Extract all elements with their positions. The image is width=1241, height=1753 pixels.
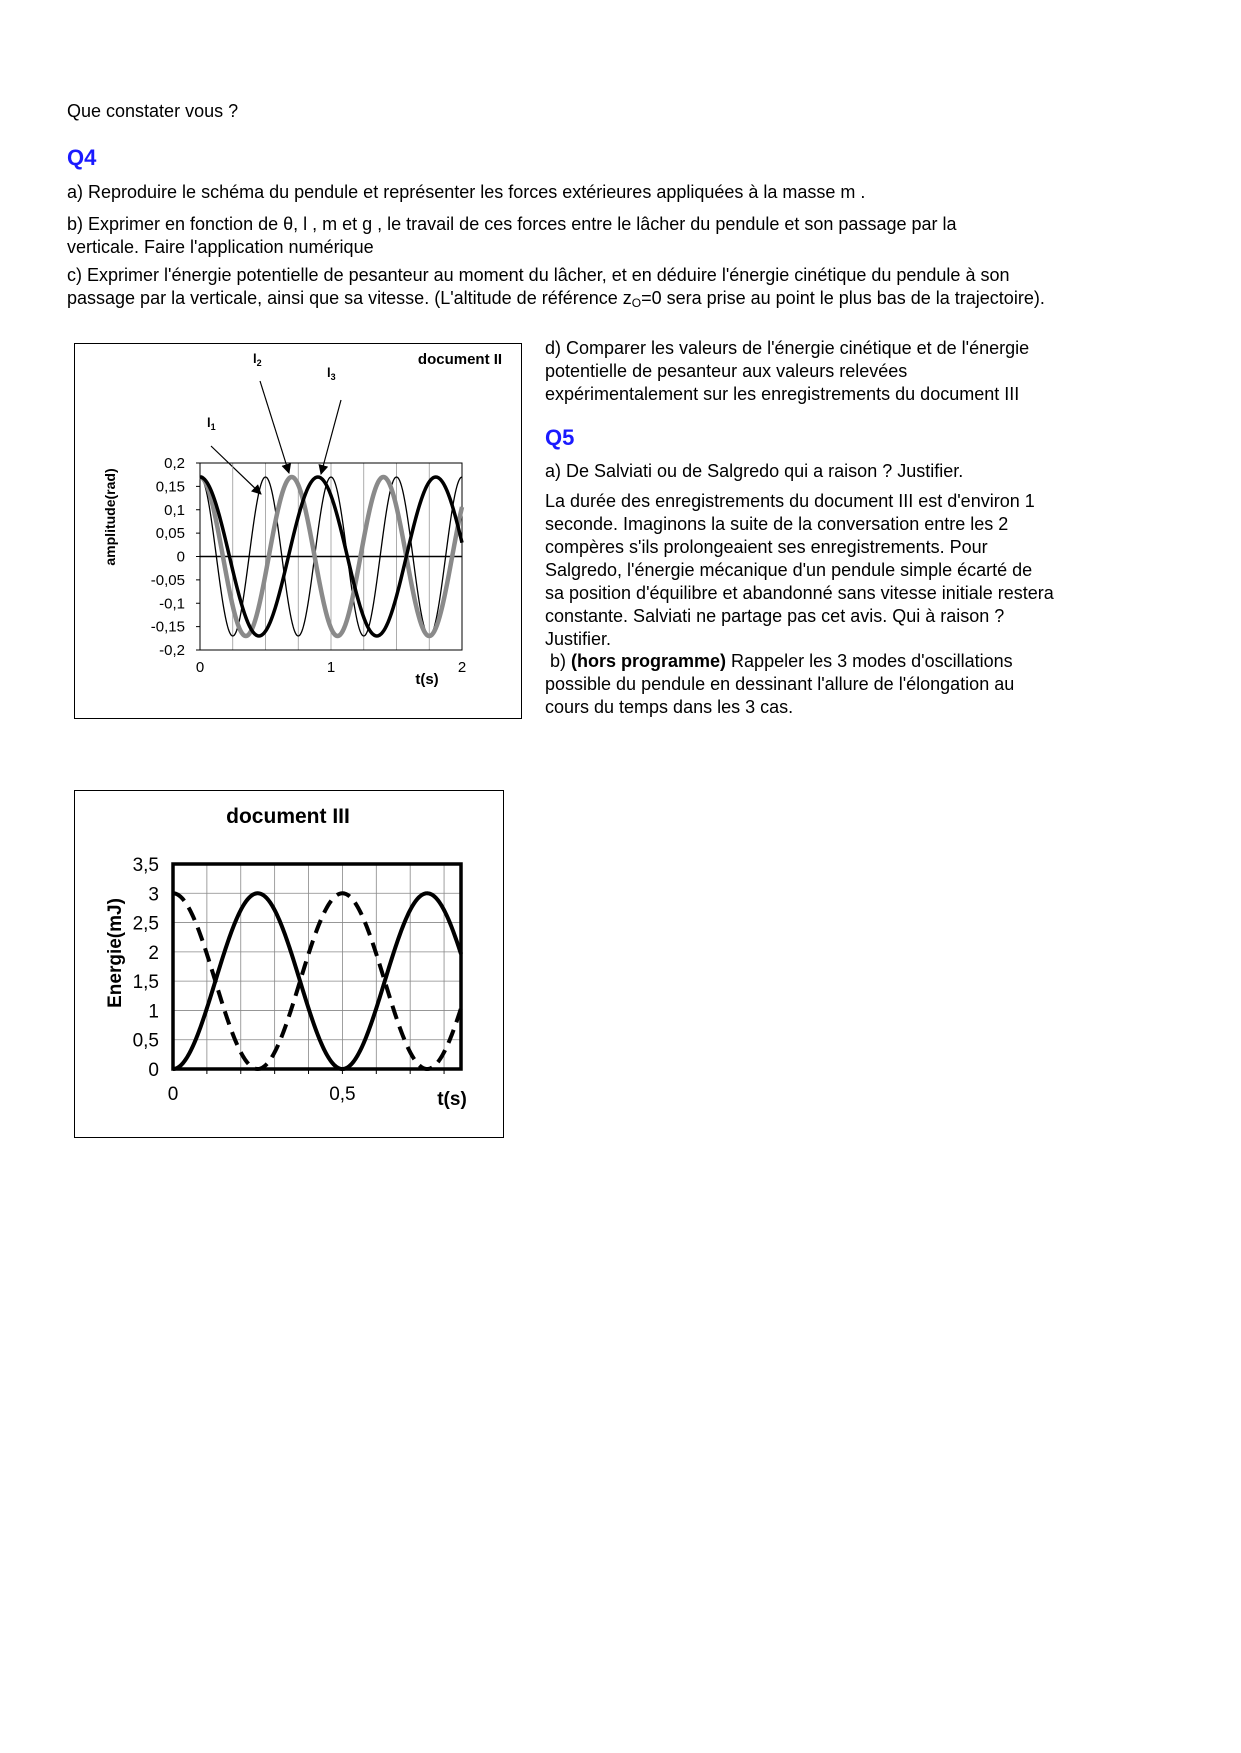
doc3-ytick-label: 3,5 bbox=[132, 855, 159, 876]
doc2-xtick-label: 0 bbox=[195, 659, 205, 676]
doc3-ytick-label: 0 bbox=[148, 1060, 159, 1081]
q4-a: a) Reproduire le schéma du pendule et représenter les forces extérieures appliquées à la masse m . bbox=[67, 182, 866, 202]
q4-b-part1: b) Exprimer en fonction de bbox=[67, 214, 284, 234]
document-ii-svg bbox=[75, 344, 521, 718]
q5-b-prefix: b) bbox=[545, 651, 572, 671]
doc3-xtick-label: 0,5 bbox=[329, 1084, 356, 1105]
q4-b-part2: , l , m et g , le travail de ces forces entre le lâcher du pendule et son passage par la verticale. Faire l'application numérique bbox=[67, 214, 957, 257]
z-subscript: O bbox=[631, 296, 642, 310]
doc3-ytick-label: 3 bbox=[148, 884, 159, 906]
doc3-ytick-label: 0,5 bbox=[132, 1030, 159, 1052]
doc2-xlabel: t(s) bbox=[415, 671, 439, 688]
label-l3: $l_3$ bbox=[327, 365, 336, 382]
q5-paragraph: La durée des enregistrements du document III est d'environ 1 seconde. Imaginons la suite de la conversation entre les 2 compères s'ils prolongeaient ses enregistrements. Pour Salgredo, l'énergie mécanique d'un pendule simple écarté de sa position d'équilibre et abandonné sans vitesse initiale restera constante. Salviati ne partage pas cet avis. Qui à raison ? Justifier. bbox=[545, 491, 1054, 649]
q5-b-text: Rappeler les 3 modes d'oscillations possible du pendule en dessinant l'allure de l'élongation au cours du temps dans les 3 cas. bbox=[545, 651, 1015, 717]
doc2-ytick-label: 0,05 bbox=[155, 525, 185, 543]
doc3-xtick-label: 0 bbox=[167, 1084, 179, 1105]
arrow-l2 bbox=[260, 381, 289, 473]
doc3-ytick-label: 2,5 bbox=[132, 913, 159, 935]
doc3-ytick-label: 2 bbox=[148, 942, 159, 964]
q5-a: a) De Salviati ou de Salgredo qui a raison ? Justifier. bbox=[545, 461, 964, 481]
doc2-ytick-label: 0 bbox=[176, 548, 185, 566]
doc3-ytick-label: 1 bbox=[148, 1001, 159, 1023]
q5-b-bold: (hors programme) bbox=[571, 651, 727, 671]
label-l2: $l_2$ bbox=[253, 351, 262, 368]
arrow-l1 bbox=[211, 446, 261, 494]
doc2-ytick-label: 0,1 bbox=[164, 501, 185, 519]
doc2-xtick-label: 2 bbox=[457, 659, 467, 676]
doc2-ytick-label: -0,2 bbox=[159, 642, 185, 659]
doc2-ytick-label: -0,05 bbox=[150, 571, 185, 589]
q4-d: d) Comparer les valeurs de l'énergie cinétique et de l'énergie potentielle de pesanteur aux valeurs relevées expérimentalement sur les enregistrements du document III bbox=[545, 338, 1030, 404]
doc2-ytick-label: 0,2 bbox=[164, 455, 185, 472]
doc2-ytick-label: 0,15 bbox=[155, 478, 185, 496]
document-iii-svg bbox=[75, 791, 503, 1137]
doc2-ytick-label: -0,1 bbox=[159, 595, 185, 613]
q4-b bbox=[67, 213, 1027, 259]
doc3-title: document III bbox=[226, 805, 350, 828]
label-l1: $l_1$ bbox=[207, 415, 216, 432]
doc3-ytick-label: 1,5 bbox=[132, 972, 159, 994]
document-ii-chart bbox=[74, 343, 522, 719]
doc3-ylabel: Energie(mJ) bbox=[105, 898, 126, 1008]
doc2-ylabel: amplitude(rad) bbox=[102, 468, 118, 566]
q5-b bbox=[545, 650, 1055, 719]
q4-c-part1: c) Exprimer l'énergie potentielle de pesanteur au moment du lâcher, et en déduire l'énergie cinétique du pendule à son passage par la verticale, ainsi que sa vitesse. (L'altitude de référence z bbox=[67, 265, 1010, 308]
q4-title: Q4 bbox=[67, 145, 97, 170]
q4-c bbox=[67, 264, 1067, 310]
document-iii-chart bbox=[74, 790, 504, 1138]
doc2-title: document II bbox=[417, 351, 503, 368]
q4-c-part2: =0 sera prise au point le plus bas de la trajectoire). bbox=[641, 288, 1045, 308]
q5-title: Q5 bbox=[545, 425, 575, 450]
doc2-xtick-label: 1 bbox=[326, 659, 336, 676]
theta-symbol: θ bbox=[283, 214, 294, 234]
doc2-ytick-label: -0,15 bbox=[150, 618, 185, 636]
doc3-xlabel: t(s) bbox=[437, 1089, 467, 1110]
intro-question: Que constater vous ? bbox=[67, 101, 239, 121]
